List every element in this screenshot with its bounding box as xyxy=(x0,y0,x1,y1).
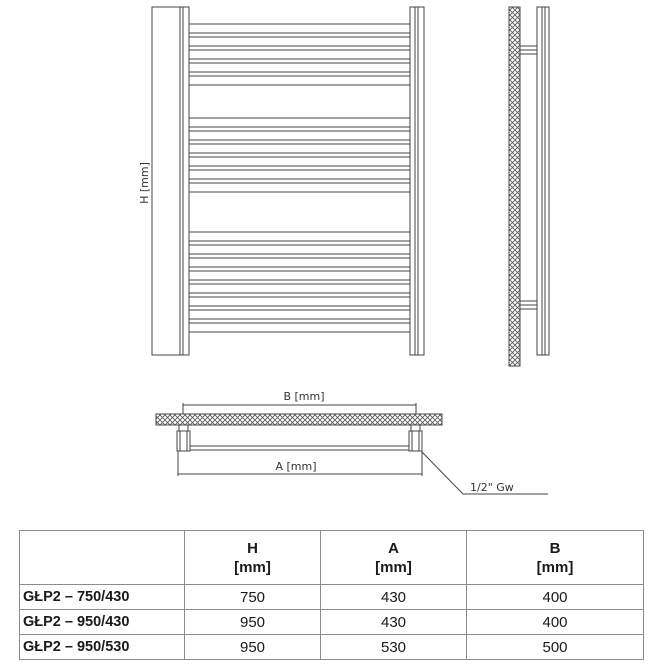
a-cell: 530 xyxy=(321,635,467,660)
table-row xyxy=(20,635,644,660)
header-b: B [mm] xyxy=(467,531,644,585)
h-cell: 950 xyxy=(185,610,321,635)
radiator-tube xyxy=(189,323,410,332)
header-h: H [mm] xyxy=(185,531,321,585)
b-cell: 500 xyxy=(467,635,644,660)
horizontal-tubes xyxy=(189,24,410,332)
wall-hatch xyxy=(156,414,442,425)
radiator-tube xyxy=(189,183,410,192)
model-cell: GŁP2 – 750/430 xyxy=(20,585,185,610)
table-row xyxy=(20,585,644,610)
h-cell: 950 xyxy=(185,635,321,660)
header-model xyxy=(20,531,185,585)
radiator-tube xyxy=(189,76,410,85)
model-cell: GŁP2 – 950/430 xyxy=(20,610,185,635)
side-wall-hatch xyxy=(509,7,520,366)
table-header-row xyxy=(20,531,644,585)
header-a: A [mm] xyxy=(321,531,467,585)
model-cell: GŁP2 – 950/530 xyxy=(20,635,185,660)
radiator-tube xyxy=(189,271,410,280)
radiator-tube xyxy=(189,258,410,267)
radiator-tube xyxy=(189,37,410,46)
radiator-tube xyxy=(189,245,410,254)
radiator-tube xyxy=(189,63,410,72)
radiator-tube xyxy=(189,170,410,179)
h-cell: 750 xyxy=(185,585,321,610)
b-dimension-label: B [mm] xyxy=(283,390,325,403)
radiator-tube xyxy=(189,50,410,59)
table-row xyxy=(20,610,644,635)
right-collector xyxy=(410,7,424,355)
radiator-tube xyxy=(189,131,410,140)
height-dimension-label: H [mm] xyxy=(138,162,151,204)
a-cell: 430 xyxy=(321,610,467,635)
b-cell: 400 xyxy=(467,585,644,610)
radiator-tube xyxy=(189,310,410,319)
b-cell: 400 xyxy=(467,610,644,635)
radiator-tube xyxy=(189,284,410,293)
side-view xyxy=(509,7,549,366)
dimensions-table xyxy=(19,530,644,660)
radiator-tube xyxy=(189,157,410,166)
radiator-tube xyxy=(189,144,410,153)
radiator-tube xyxy=(189,297,410,306)
radiator-tube xyxy=(189,232,410,241)
front-view xyxy=(152,7,424,355)
a-cell: 430 xyxy=(321,585,467,610)
a-dimension-label: A [mm] xyxy=(275,460,317,473)
radiator-tube xyxy=(189,24,410,33)
radiator-tube xyxy=(189,118,410,127)
connection-thread-label: 1/2" Gw xyxy=(470,481,514,494)
